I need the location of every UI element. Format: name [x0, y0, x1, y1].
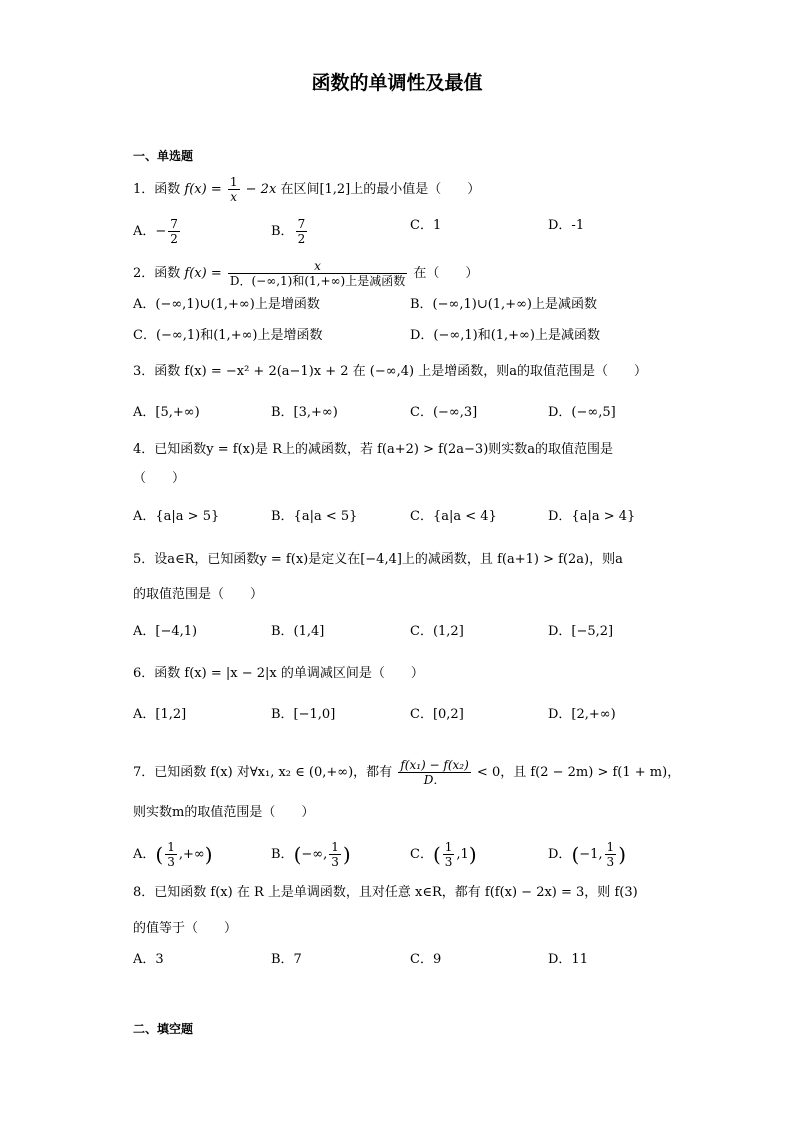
q7-fraction	[398, 758, 470, 787]
q7-b-num: 1	[331, 840, 339, 854]
q1-b-den: 2	[297, 232, 306, 246]
q7-a-fraction	[165, 840, 177, 869]
q7-c-num: 1	[444, 840, 453, 854]
q6-option-d[interactable]: D．[2,+∞)	[548, 707, 616, 722]
q2-option-a[interactable]: A．(−∞,1)∪(1,+∞)上是增函数	[133, 297, 320, 312]
q2-frac-den: D．(−∞,1)和(1,+∞)上是减函数	[229, 274, 406, 288]
q4-option-b[interactable]: B．{a|a < 5}	[271, 509, 358, 524]
q2-fraction	[228, 259, 407, 288]
question-7-line-2: 则实数m的取值范围是（ ）	[133, 805, 315, 820]
q1-option-a-fraction	[168, 217, 180, 246]
q7-c-den: 3	[444, 855, 453, 869]
q2-frac-num: x	[228, 259, 407, 274]
q2-option-d[interactable]: D．(−∞,1)和(1,+∞)上是减函数	[410, 328, 600, 343]
q1-option-d[interactable]: D．-1	[548, 218, 585, 233]
q7-option-d[interactable]: D．(−1, $\frac{1}{3}$ )	[548, 840, 626, 869]
q7-c-tail: ,1	[456, 847, 469, 862]
q8-option-a[interactable]: A．3	[133, 952, 164, 967]
q1-b-num: 7	[297, 217, 306, 231]
q3-option-c[interactable]: C．(−∞,3]	[410, 405, 478, 420]
question-5-line-2: 的取值范围是（ ）	[133, 587, 264, 602]
q7-option-a-label: A．	[133, 847, 156, 862]
q1-rest: − 2x	[245, 182, 277, 197]
question-4-paren: （ ）	[133, 471, 186, 486]
q2-option-b[interactable]: B．(−∞,1)∪(1,+∞)上是减函数	[410, 297, 597, 312]
q7-a-num: 1	[167, 840, 175, 854]
q7-option-c[interactable]: C．( $\frac{1}{3}$ ,1)	[410, 840, 477, 869]
question-8: 8．已知函数 f(x) 在 R 上是单调函数，且对任意 x∈R，都有 f(f(x) − 2x) = 3，则 f(3)	[133, 885, 638, 900]
q7-b-den: 3	[331, 855, 339, 869]
q7-c-fraction	[443, 840, 455, 869]
q7-d-num: 1	[606, 840, 615, 854]
q6-option-b[interactable]: B．[−1,0]	[271, 707, 336, 722]
q3-option-a[interactable]: A．[5,+∞)	[133, 405, 200, 420]
q1-option-a-sign: −	[155, 224, 167, 239]
section-heading-fill-in: 二、填空题	[133, 1022, 194, 1036]
question-2	[133, 259, 478, 288]
q7-d-den: 3	[606, 855, 615, 869]
q6-option-c[interactable]: C．[0,2]	[410, 707, 464, 722]
q7-d-pre: −1,	[579, 847, 603, 862]
q1-a-den: 2	[170, 232, 178, 246]
q5-option-c[interactable]: C．(1,2]	[410, 624, 464, 639]
q7-suffix: < 0，且 f(2 − 2m) > f(1 + m)，	[476, 765, 681, 780]
q8-option-b[interactable]: B．7	[271, 952, 302, 967]
q2-function: f(x) =	[184, 266, 222, 281]
q1-frac-den: x	[230, 190, 238, 204]
q1-option-b[interactable]	[271, 217, 309, 246]
q4-option-d[interactable]: D．{a|a > 4}	[548, 509, 636, 524]
question-5: 5．设a∈R，已知函数y = f(x)是定义在[−4,4]上的减函数，且 f(a+1) > f(2a)，则a	[133, 552, 623, 567]
q7-option-b-label: B．	[271, 847, 294, 862]
section-heading-single-choice: 一、单选题	[133, 149, 194, 163]
q7-option-d-label: D．	[548, 847, 572, 862]
q8-option-d[interactable]: D．11	[548, 952, 588, 967]
q7-d-fraction	[605, 840, 617, 869]
q1-option-a[interactable]	[133, 217, 182, 246]
q1-function: f(x) =	[184, 182, 222, 197]
q1-option-c[interactable]: C．1	[410, 218, 442, 233]
q7-frac-num: f(x₁) − f(x₂)	[400, 758, 469, 772]
q5-option-a[interactable]: A．[−4,1)	[133, 624, 198, 639]
q7-prefix: 7．已知函数 f(x) 对∀x₁, x₂ ∈ (0,+∞)，都有	[133, 765, 393, 780]
q1-option-a-label: A．	[133, 224, 156, 239]
question-7	[133, 758, 680, 787]
q7-option-a[interactable]: A．( $\frac{1}{3}$ ,+∞)	[133, 840, 213, 869]
q1-prefix: 1．函数	[133, 182, 181, 197]
q1-a-num: 7	[170, 217, 178, 231]
q2-prefix: 2．函数	[133, 266, 181, 281]
q7-frac-den: D．	[423, 773, 446, 787]
question-6: 6．函数 f(x) = |x − 2|x 的单调减区间是（ ）	[133, 666, 424, 681]
q7-a-tail: ,+∞	[178, 847, 205, 862]
q1-tail: 在区间[1,2]上的最小值是（ ）	[280, 182, 481, 197]
q7-a-den: 3	[167, 855, 175, 869]
question-1	[133, 175, 480, 204]
q4-option-a[interactable]: A．{a|a > 5}	[133, 509, 220, 524]
q2-option-c[interactable]: C．(−∞,1)和(1,+∞)上是增函数	[133, 328, 323, 343]
q7-b-fraction	[329, 840, 341, 869]
q2-tail: 在（ ）	[413, 266, 479, 281]
q3-option-d[interactable]: D．(−∞,5]	[548, 405, 616, 420]
question-3: 3．函数 f(x) = −x² + 2(a−1)x + 2 在 (−∞,4) 上是增函数，则a的取值范围是（ ）	[133, 364, 647, 379]
q4-option-c[interactable]: C．{a|a < 4}	[410, 509, 497, 524]
q1-option-b-fraction	[296, 217, 308, 246]
question-4: 4．已知函数y = f(x)是 R上的减函数，若 f(a+2) > f(2a−3)则实数a的取值范围是	[133, 442, 614, 457]
q3-option-b[interactable]: B．[3,+∞)	[271, 405, 338, 420]
q1-fraction	[228, 175, 240, 204]
q7-option-c-label: C．	[410, 847, 433, 862]
page-title: 函数的单调性及最值	[311, 72, 483, 94]
q1-option-b-label: B．	[271, 224, 294, 239]
q7-option-b[interactable]: B．(−∞, $\frac{1}{3}$ )	[271, 840, 351, 869]
q7-b-pre: −∞,	[301, 847, 328, 862]
q5-option-d[interactable]: D．[−5,2]	[548, 624, 614, 639]
q1-frac-num: 1	[229, 175, 238, 189]
q5-option-b[interactable]: B．(1,4]	[271, 624, 325, 639]
question-8-line-2: 的值等于（ ）	[133, 921, 238, 936]
q8-option-c[interactable]: C．9	[410, 952, 442, 967]
q6-option-a[interactable]: A．[1,2]	[133, 707, 187, 722]
